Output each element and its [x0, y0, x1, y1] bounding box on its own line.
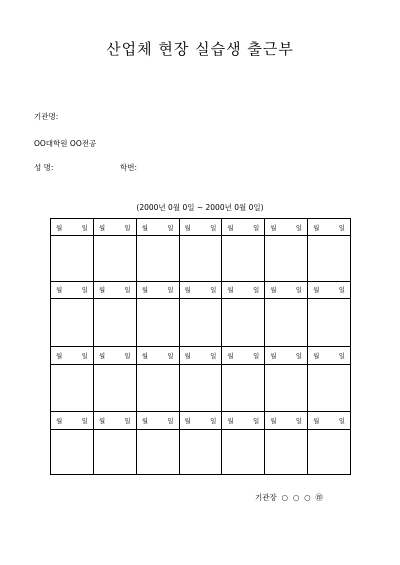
- period-range: (2000년 0월 0일 ~ 2000년 0월 0일): [136, 203, 264, 212]
- signature-cell[interactable]: [265, 299, 308, 347]
- month-label: 월: [184, 286, 191, 295]
- month-label: 월: [270, 286, 277, 295]
- date-header-cell: [222, 281, 265, 298]
- signature-cell[interactable]: [308, 299, 351, 347]
- day-label: 일: [210, 352, 217, 361]
- month-label: 월: [313, 416, 320, 425]
- agency-label: 기관명:: [34, 112, 59, 121]
- month-label: 월: [98, 223, 106, 232]
- date-header-cell: [93, 412, 136, 429]
- signature-cell[interactable]: [265, 236, 308, 281]
- signature-cell[interactable]: [179, 299, 222, 347]
- date-header-cell: [222, 219, 265, 236]
- day-label: 일: [167, 352, 174, 361]
- date-header-cell: [308, 412, 351, 429]
- signature-row: [51, 429, 351, 474]
- date-header-cell: [179, 281, 222, 298]
- month-label: 월: [313, 352, 320, 361]
- date-header-cell: [265, 412, 308, 429]
- signature-cell[interactable]: [222, 364, 265, 411]
- signature-cell[interactable]: [179, 364, 222, 411]
- day-label: 일: [338, 286, 345, 295]
- month-label: 월: [184, 223, 191, 232]
- month-label: 월: [56, 286, 63, 295]
- day-label: 일: [252, 223, 260, 232]
- agency-head-signature: 기관장 ○ ○ ○ ㊞: [255, 493, 323, 502]
- day-label: 일: [81, 223, 88, 232]
- month-label: 월: [313, 286, 320, 295]
- signature-cell[interactable]: [136, 299, 179, 347]
- signature-cell[interactable]: [308, 236, 351, 281]
- attendance-grid: [50, 218, 351, 475]
- day-label: 일: [252, 286, 260, 295]
- month-label: 월: [98, 286, 106, 295]
- month-label: 월: [141, 352, 148, 361]
- date-header-cell: [51, 412, 94, 429]
- day-label: 일: [210, 223, 217, 232]
- signature-cell[interactable]: [179, 429, 222, 474]
- date-header-cell: [93, 347, 136, 364]
- signature-cell[interactable]: [93, 299, 136, 347]
- day-label: 일: [252, 416, 260, 425]
- date-header-cell: [308, 281, 351, 298]
- month-label: 월: [270, 416, 277, 425]
- header-row: [51, 219, 351, 236]
- date-header-cell: [265, 281, 308, 298]
- month-label: 월: [270, 352, 277, 361]
- date-header-cell: [179, 219, 222, 236]
- university-label: OO대학원 OO전공: [34, 139, 97, 148]
- day-label: 일: [338, 223, 345, 232]
- signature-cell[interactable]: [222, 236, 265, 281]
- date-header-cell: [308, 219, 351, 236]
- month-label: 월: [56, 352, 63, 361]
- signature-cell[interactable]: [93, 429, 136, 474]
- signature-cell[interactable]: [136, 236, 179, 281]
- signature-row: [51, 364, 351, 411]
- day-label: 일: [338, 416, 345, 425]
- header-row: [51, 281, 351, 298]
- month-label: 월: [141, 223, 148, 232]
- header-row: [51, 412, 351, 429]
- month-label: 월: [141, 416, 148, 425]
- day-label: 일: [210, 416, 217, 425]
- month-label: 월: [227, 352, 234, 361]
- signature-cell[interactable]: [308, 364, 351, 411]
- day-label: 일: [81, 416, 88, 425]
- signature-cell[interactable]: [51, 299, 94, 347]
- date-header-cell: [51, 347, 94, 364]
- day-label: 일: [81, 352, 88, 361]
- signature-cell[interactable]: [265, 429, 308, 474]
- date-header-cell: [136, 412, 179, 429]
- day-label: 일: [81, 286, 88, 295]
- day-label: 일: [295, 352, 303, 361]
- month-label: 월: [56, 416, 63, 425]
- day-label: 일: [295, 416, 303, 425]
- date-header-cell: [136, 219, 179, 236]
- date-header-cell: [136, 281, 179, 298]
- signature-cell[interactable]: [51, 236, 94, 281]
- date-header-cell: [308, 347, 351, 364]
- month-label: 월: [227, 416, 234, 425]
- day-label: 일: [252, 352, 260, 361]
- signature-cell[interactable]: [265, 364, 308, 411]
- signature-cell[interactable]: [51, 429, 94, 474]
- signature-cell[interactable]: [136, 364, 179, 411]
- date-header-cell: [265, 347, 308, 364]
- month-label: 월: [56, 223, 63, 232]
- month-label: 월: [270, 223, 277, 232]
- date-header-cell: [222, 347, 265, 364]
- month-label: 월: [184, 352, 191, 361]
- day-label: 일: [295, 286, 303, 295]
- signature-cell[interactable]: [222, 429, 265, 474]
- signature-cell[interactable]: [308, 429, 351, 474]
- month-label: 월: [141, 286, 148, 295]
- month-label: 월: [98, 416, 106, 425]
- signature-cell[interactable]: [179, 236, 222, 281]
- student-id-label: 학번:: [120, 163, 138, 172]
- signature-cell[interactable]: [93, 236, 136, 281]
- header-row: [51, 347, 351, 364]
- month-label: 월: [184, 416, 191, 425]
- date-header-cell: [51, 281, 94, 298]
- date-header-cell: [179, 347, 222, 364]
- month-label: 월: [313, 223, 320, 232]
- day-label: 일: [295, 223, 303, 232]
- day-label: 일: [167, 416, 174, 425]
- month-label: 월: [98, 352, 106, 361]
- day-label: 일: [124, 352, 131, 361]
- day-label: 일: [338, 352, 345, 361]
- name-label: 성 명:: [34, 163, 54, 172]
- day-label: 일: [124, 286, 131, 295]
- page-title: 산업체 현장 실습생 출근부: [106, 40, 294, 58]
- day-label: 일: [210, 286, 217, 295]
- month-label: 월: [227, 286, 234, 295]
- signature-row: [51, 236, 351, 281]
- day-label: 일: [124, 223, 131, 232]
- signature-row: [51, 299, 351, 347]
- date-header-cell: [51, 219, 94, 236]
- signature-cell[interactable]: [136, 429, 179, 474]
- date-header-cell: [222, 412, 265, 429]
- signature-cell[interactable]: [222, 299, 265, 347]
- day-label: 일: [167, 286, 174, 295]
- date-header-cell: [265, 219, 308, 236]
- date-header-cell: [93, 281, 136, 298]
- day-label: 일: [167, 223, 174, 232]
- day-label: 일: [124, 416, 131, 425]
- date-header-cell: [179, 412, 222, 429]
- signature-cell[interactable]: [51, 364, 94, 411]
- month-label: 월: [227, 223, 234, 232]
- date-header-cell: [136, 347, 179, 364]
- signature-cell[interactable]: [93, 364, 136, 411]
- date-header-cell: [93, 219, 136, 236]
